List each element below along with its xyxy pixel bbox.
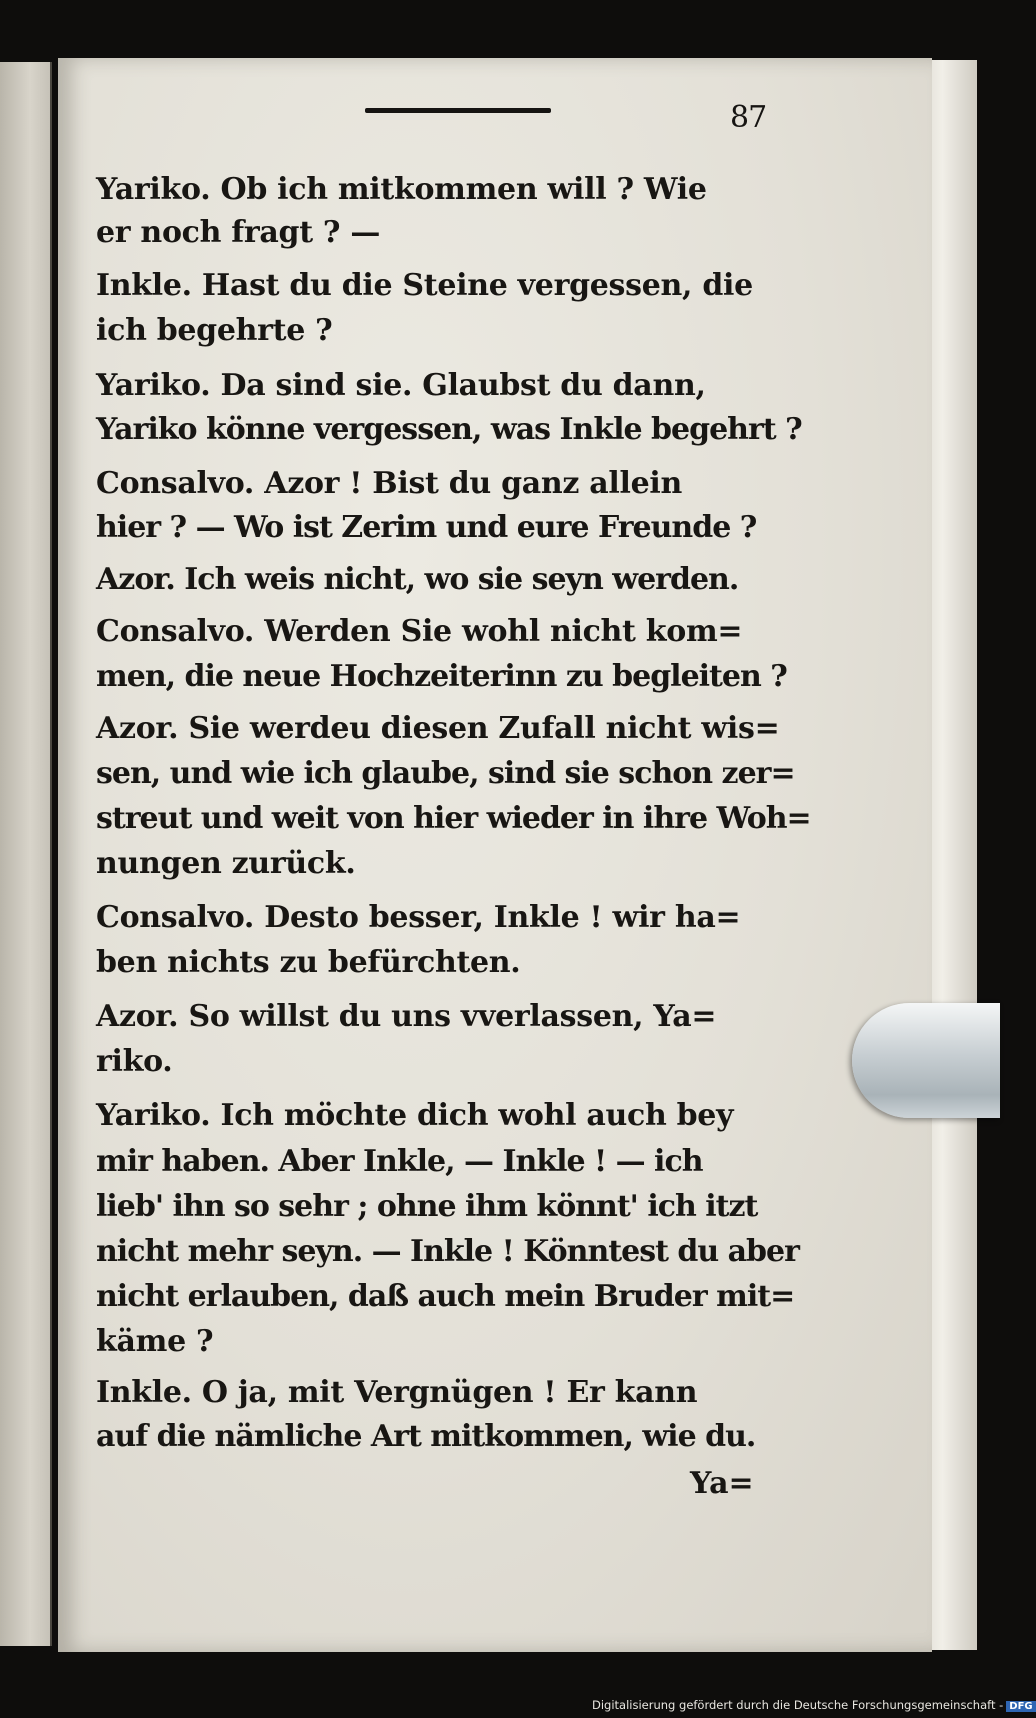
text-line: lieb' ihn so sehr ; ohne ihm könnt' ich itzt xyxy=(96,1189,758,1224)
text-line: mir haben. Aber Inkle, — Inkle ! — ich xyxy=(96,1144,703,1179)
text-line: Inkle. O ja, mit Vergnügen ! Er kann xyxy=(96,1375,698,1410)
text-line: nicht erlauben, daß auch mein Bruder mit= xyxy=(96,1279,795,1314)
text-line: er noch fragt ? — xyxy=(96,215,381,250)
digitization-credit xyxy=(592,1698,1033,1716)
catchword: Ya= xyxy=(690,1466,754,1501)
thumb-overlay xyxy=(852,1003,1000,1118)
text-line: Inkle. Hast du die Steine vergessen, die xyxy=(96,268,753,303)
text-line: nicht mehr seyn. — Inkle ! Könntest du aber xyxy=(96,1234,799,1269)
text-line: Azor. Sie werdeu diesen Zufall nicht wis= xyxy=(96,711,780,746)
text-line: hier ? — Wo ist Zerim und eure Freunde ? xyxy=(96,510,757,545)
text-line: Yariko. Ob ich mitkommen will ? Wie xyxy=(96,172,707,207)
text-line: käme ? xyxy=(96,1324,214,1359)
text-line: nungen zurück. xyxy=(96,846,356,881)
text-line: Consalvo. Werden Sie wohl nicht kom= xyxy=(96,614,743,649)
text-line: Consalvo. Desto besser, Inkle ! wir ha= xyxy=(96,900,741,935)
credit-text: Digitalisierung gefördert durch die Deutsche Forschungsgemeinschaft - xyxy=(592,1698,1004,1712)
text-line: streut und weit von hier wieder in ihre Woh= xyxy=(96,801,811,836)
text-line: Yariko. Ich möchte dich wohl auch bey xyxy=(96,1098,734,1133)
text-line: men, die neue Hochzeiterinn zu begleiten ? xyxy=(96,659,787,694)
text-line: riko. xyxy=(96,1044,173,1079)
text-line: Azor. Ich weis nicht, wo sie seyn werden. xyxy=(96,562,739,597)
text-line: Yariko könne vergessen, was Inkle begehrt ? xyxy=(96,412,802,447)
text-line: auf die nämliche Art mitkommen, wie du. xyxy=(96,1419,756,1454)
text-line: ich begehrte ? xyxy=(96,313,333,348)
page-number: 87 xyxy=(730,100,767,135)
dfg-logo: DFG xyxy=(1006,1701,1035,1712)
text-line: sen, und wie ich glaube, sind sie schon zer= xyxy=(96,756,795,791)
text-line: ben nichts zu befürchten. xyxy=(96,945,521,980)
text-line: Azor. So willst du uns vverlassen, Ya= xyxy=(96,999,717,1034)
text-line: Yariko. Da sind sie. Glaubst du dann, xyxy=(96,368,706,403)
left-page-edge xyxy=(0,62,52,1646)
header-rule xyxy=(365,108,551,113)
text-line: Consalvo. Azor ! Bist du ganz allein xyxy=(96,466,683,501)
